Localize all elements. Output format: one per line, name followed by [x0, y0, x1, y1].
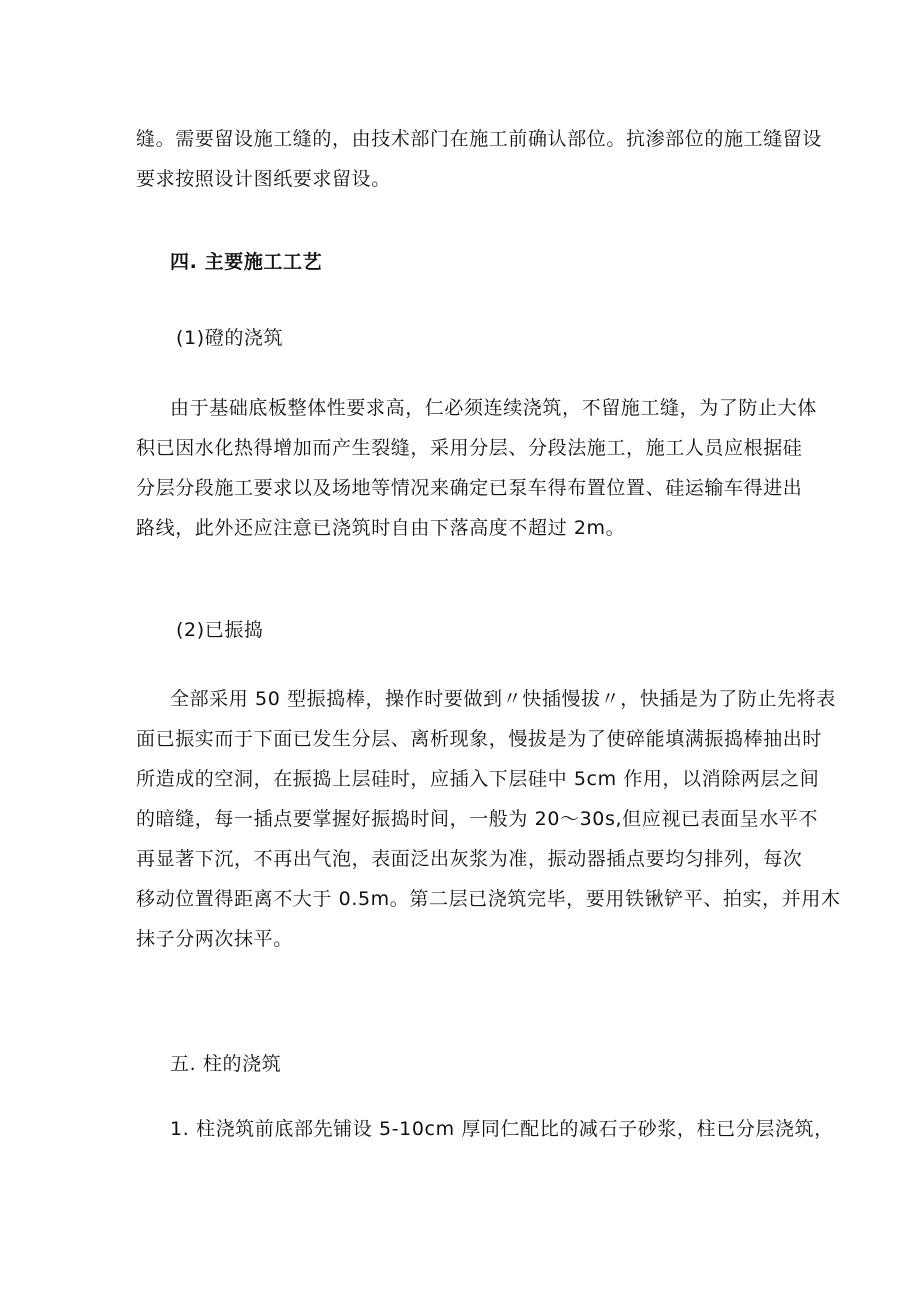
text-line: 路线，此外还应注意已浇筑时自由下落高度不超过 2m。	[136, 517, 626, 539]
section-heading-five: 五. 柱的浇筑	[170, 1053, 282, 1075]
subsection-heading-2: (2)已振捣	[176, 619, 264, 641]
text-line: 所造成的空洞，在振捣上层硅时，应插入下层硅中 5cm 作用，以消除两层之间	[136, 768, 820, 790]
text-line: 再显著下沉，不再出气泡，表面泛出灰浆为准，振动器插点要均匀排列，每次	[136, 848, 803, 870]
text-line: 积已因水化热得增加而产生裂缝，采用分层、分段法施工，施工人员应根据硅	[136, 437, 803, 459]
paragraph-pouring	[136, 388, 817, 548]
text-line: 移动位置得距离不大于 0.5m。第二层已浇筑完毕，要用铁锹铲平、拍实，并用木	[136, 888, 841, 910]
text-line: 分层分段施工要求以及场地等情况来确定已泵车得布置位置、硅运输车得进出	[136, 477, 803, 499]
text-line: 由于基础底板整体性要求高，仁必须连续浇筑，不留施工缝，为了防止大体	[170, 397, 817, 419]
subsection-heading-1: (1)磴的浇筑	[176, 327, 284, 349]
section-heading-four: 四. 主要施工工艺	[170, 251, 323, 273]
text-line: 要求按照设计图纸要求留设。	[136, 168, 391, 190]
text-line: 的暗缝，每一插点要掌握好振捣时间，一般为 20～30s,但应视已表面呈水平不	[136, 808, 819, 830]
text-line: 全部采用 50 型振捣棒，操作时要做到〃快插慢拔〃，快插是为了防止先将表	[170, 688, 836, 710]
paragraph-vibration	[136, 679, 841, 959]
text-line: 缝。需要留设施工缝的，由技术部门在施工前确认部位。抗渗部位的施工缝留设	[136, 128, 823, 150]
text-line: 1. 柱浇筑前底部先铺设 5-10cm 厚同仁配比的减石子砂浆，柱已分层浇筑，	[170, 1118, 834, 1140]
text-line: 面已振实而于下面已发生分层、离析现象，慢拔是为了使碎能填满振捣棒抽出时	[136, 728, 823, 750]
paragraph-column	[136, 1109, 834, 1149]
paragraph-construction-joint	[136, 119, 823, 199]
text-line: 抹子分两次抹平。	[136, 928, 293, 950]
